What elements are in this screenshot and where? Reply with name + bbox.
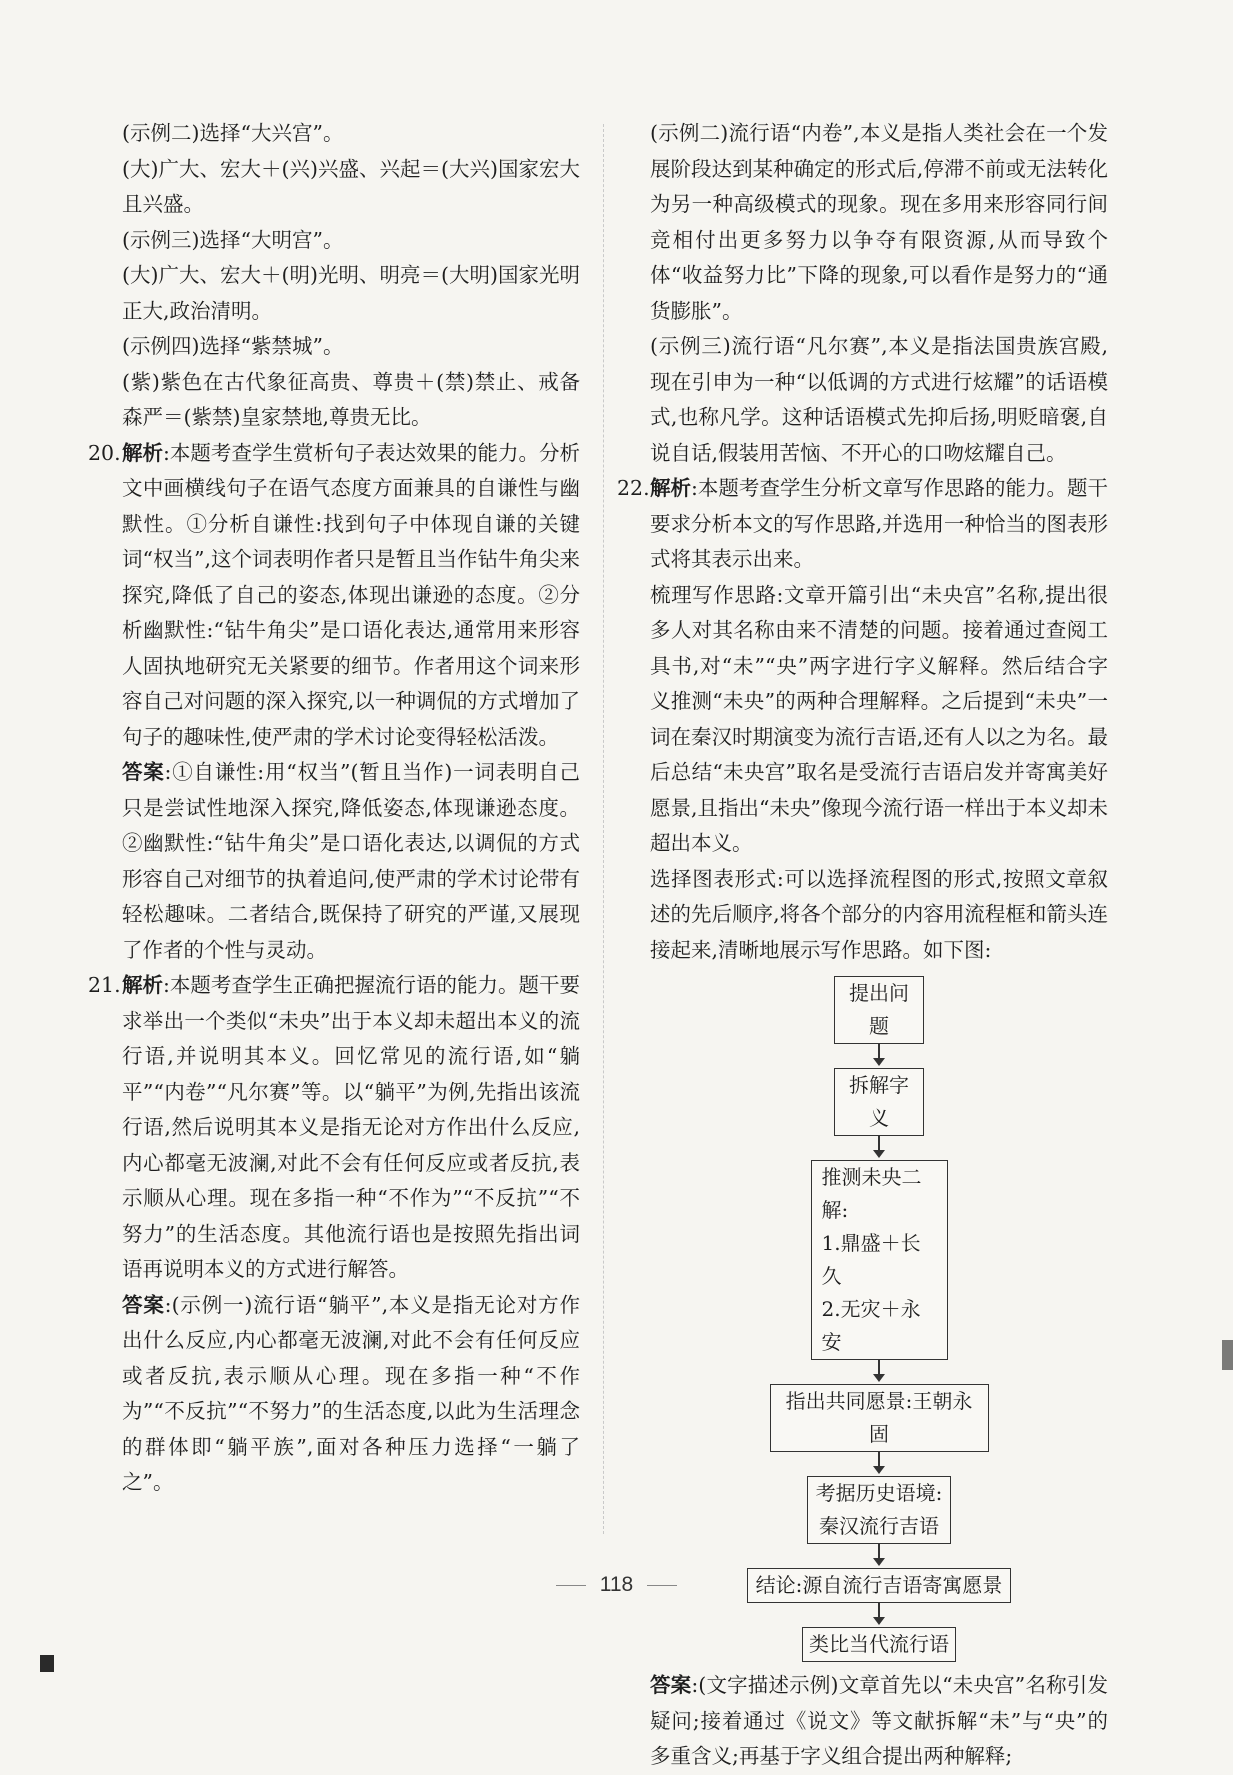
example2-popword: (示例二)流行语“内卷”,本义是指人类社会在一个发展阶段达到某种确定的形式后,停滞不前或无法转化为另一种高级模式的现象。现在多用来形容同行间竞相付出更多努力以争夺有限资源,从而导致个体“收益努力比”下降的现象,可以看作是努力的“通货膨胀”。 <box>650 121 1108 323</box>
flow-arrow-icon <box>878 1044 880 1059</box>
answer-label: 答案 <box>650 1673 692 1697</box>
flow-step-5-line1: 考据历史语境: <box>815 1481 943 1505</box>
flowchart <box>650 976 1108 1662</box>
flow-arrow-icon <box>878 1360 880 1375</box>
example2-text: (大)广大、宏大＋(兴)兴盛、兴起＝(大兴)国家宏大且兴盛。 <box>122 156 580 216</box>
footer-dash-left <box>556 1585 586 1586</box>
flow-step-3-line2: 2.无灾＋永安 <box>821 1297 921 1354</box>
answer-label: 答案 <box>122 760 165 784</box>
flow-step-1: 提出问题 <box>834 976 924 1044</box>
column-divider <box>603 124 604 1534</box>
scan-edge-mark <box>40 1655 54 1672</box>
flow-arrow-icon <box>878 1452 880 1467</box>
flow-step-5-line2: 秦汉流行吉语 <box>819 1514 939 1538</box>
example3-text: (大)广大、宏大＋(明)光明、明亮＝(大明)国家光明正大,政治清明。 <box>122 263 580 323</box>
flow-step-3-title: 推测未央二解: <box>821 1165 922 1222</box>
analysis-label: 解析 <box>650 476 692 500</box>
flow-step-6: 结论:源自流行吉语寄寓愿景 <box>747 1568 1011 1603</box>
page-number: 118 <box>599 1573 634 1596</box>
analysis-text: :本题考查学生分析文章写作思路的能力。题干要求分析本文的写作思路,并选用一种恰当的图表形式将其表示出来。 <box>650 476 1109 571</box>
question-number: 20. <box>88 440 121 465</box>
writing-outline: 梳理写作思路:文章开篇引出“未央宫”名称,提出很多人对其名称由来不清楚的问题。接着通过查阅工具书,对“未”“央”两字进行字义解释。然后结合字义推测“未央”的两种合理解释。之后提到“未央”一词在秦汉时期演变为流行吉语,还有人以之为名。最后总结“未央宫”取名是受流行吉语启发并寄寓美好愿景,且指出“未央”像现今流行语一样出于本义却未超出本义。 <box>650 582 1108 855</box>
page-number-footer <box>0 1573 1233 1597</box>
question-21-answer <box>122 1288 580 1501</box>
footer-dash-right <box>647 1585 677 1586</box>
flow-step-5 <box>807 1476 951 1544</box>
chart-form-text: 选择图表形式:可以选择流程图的形式,按照文章叙述的先后顺序,将各个部分的内容用流程框和箭头连接起来,清晰地展示写作思路。如下图: <box>650 866 1108 962</box>
right-column <box>617 116 1109 1775</box>
example2-title: (示例二)选择“大兴宫”。 <box>122 121 344 145</box>
example4-text: (紫)紫色在古代象征高贵、尊贵＋(禁)禁止、戒备森严＝(紫禁)皇家禁地,尊贵无比。 <box>122 369 580 429</box>
flow-step-7: 类比当代流行语 <box>802 1627 956 1662</box>
analysis-label: 解析 <box>122 440 164 465</box>
example4-title: (示例四)选择“紫禁城”。 <box>122 334 344 358</box>
question-number: 22. <box>617 476 650 500</box>
question-22-analysis <box>617 471 1109 578</box>
analysis-text: :本题考查学生正确把握流行语的能力。题干要求举出一个类似“未央”出于本义却未超出本义的流行语,并说明其本义。回忆常见的流行语,如“躺平”“内卷”“凡尔赛”等。以“躺平”为例,先指出该流行语,然后说明其本义是指无论对方作出什么反应,内心都毫无波澜,对此不会有任何反应或者反抗,表示顺从心理。现在多指一种“不作为”“不反抗”“不努力”的生活态度。其他流行语也是按照先指出词语再说明本义的方式进行解答。 <box>122 973 581 1281</box>
analysis-text: :本题考查学生赏析句子表达效果的能力。分析文中画横线句子在语气态度方面兼具的自谦性与幽默性。①分析自谦性:找到句子中体现自谦的关键词“权当”,这个词表明作者只是暂且当作钻牛角尖来探究,降低了自己的姿态,体现出谦逊的态度。②分析幽默性:“钻牛角尖”是口语化表达,通常用来形容人固执地研究无关紧要的细节。作者用这个词来形容自己对问题的深入探究,以一种调侃的方式增加了句子的趣味性,使严肃的学术讨论变得轻松活泼。 <box>122 440 581 749</box>
question-20-answer <box>122 755 580 968</box>
question-20-analysis <box>88 436 581 756</box>
flow-step-3-line1: 1.鼎盛＋长久 <box>821 1231 921 1288</box>
question-number: 21. <box>88 973 121 997</box>
flow-step-3 <box>811 1160 948 1360</box>
question-21-analysis <box>88 968 581 1288</box>
analysis-label: 解析 <box>122 973 164 997</box>
answer-text: :①自谦性:用“权当”(暂且当作)一词表明自己只是尝试性地深入探究,降低姿态,体现谦逊态度。②幽默性:“钻牛角尖”是口语化表达,以调侃的方式形容自己对细节的执着追问,使严肃的学术讨论带有轻松趣味。二者结合,既保持了研究的严谨,又展现了作者的个性与灵动。 <box>122 760 580 962</box>
flow-step-2: 拆解字义 <box>834 1068 924 1136</box>
flow-arrow-icon <box>878 1544 880 1559</box>
answer-text: :(示例一)流行语“躺平”,本义是指无论对方作出什么反应,内心都毫无波澜,对此不会有任何反应或者反抗,表示顺从心理。现在多指一种“不作为”“不反抗”“不努力”的生活态度,以此为生活理念的群体即“躺平族”,面对各种压力选择“一躺了之”。 <box>122 1292 580 1494</box>
answer-text: :(文字描述示例)文章首先以“未央宫”名称引发疑问;接着通过《说文》等文献拆解“未”与“央”的多重含义;再基于字义组合提出两种解释; <box>650 1673 1108 1768</box>
answer-label: 答案 <box>122 1292 165 1317</box>
question-22-answer <box>650 1668 1108 1775</box>
example3-popword: (示例三)流行语“凡尔赛”,本义是指法国贵族宫殿,现在引申为一种“以低调的方式进行炫耀”的话语模式,也称凡学。这种话语模式先抑后扬,明贬暗褒,自说自话,假装用苦恼、不开心的口吻炫耀自己。 <box>650 334 1108 465</box>
flow-arrow-icon <box>878 1136 880 1151</box>
flow-step-4: 指出共同愿景:王朝永固 <box>770 1384 989 1452</box>
left-column <box>88 116 581 1501</box>
flow-arrow-icon <box>878 1603 880 1618</box>
scan-edge-mark <box>1222 1340 1233 1370</box>
example3-title: (示例三)选择“大明宫”。 <box>122 227 344 252</box>
